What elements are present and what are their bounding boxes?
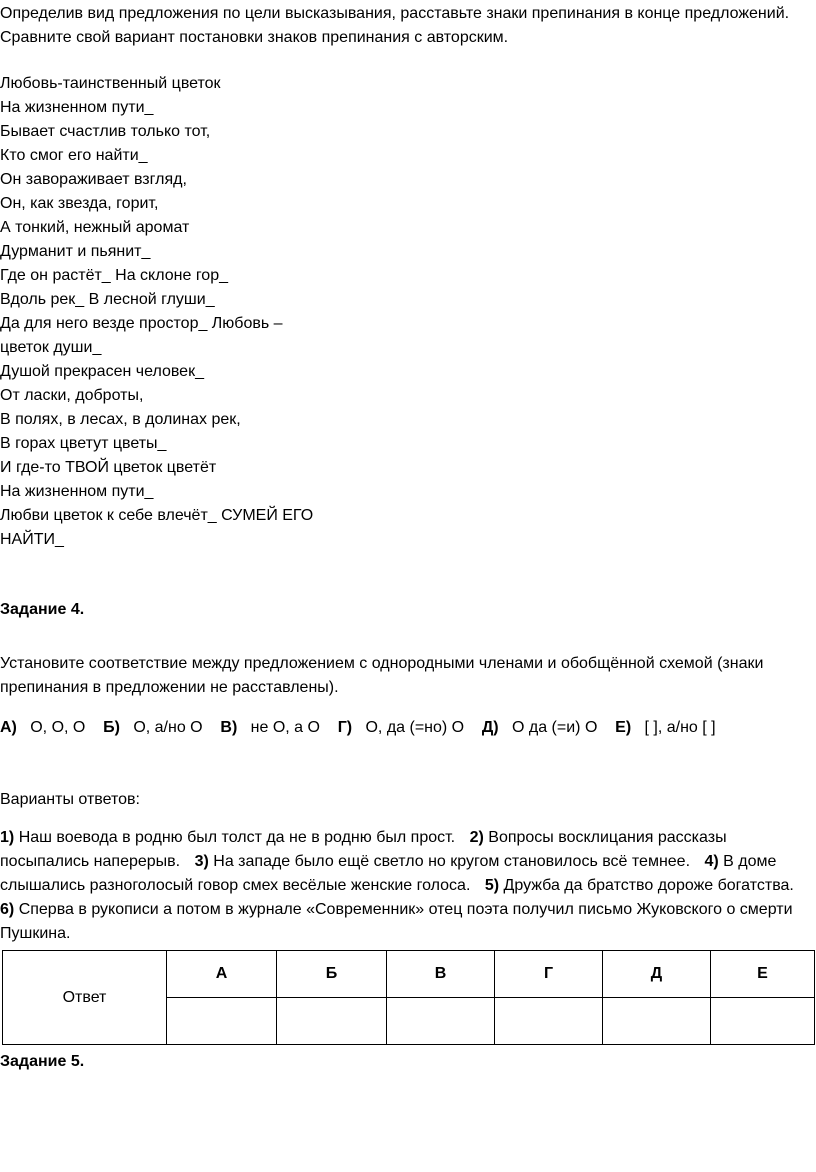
answer-cell[interactable] [167,998,277,1045]
answer-number: 2) [469,829,484,846]
table-header-cell: Б [277,951,387,998]
poem [0,72,812,552]
answer-number: 4) [704,853,719,870]
scheme-text: О да (=и) О [511,719,598,736]
poem-line: Вдоль рек_ В лесной глуши_ [0,291,215,308]
answer-cell[interactable] [277,998,387,1045]
scheme-text: не О, а О [250,719,320,736]
poem-line: Кто смог его найти_ [0,147,148,164]
scheme-text: О, а/но О [133,719,203,736]
answer-row-label: Ответ [3,951,167,1045]
poem-line: На жизненном пути_ [0,99,154,116]
scheme-letter: Б) [103,719,120,736]
task4-heading: Задание 4. [0,601,85,618]
answer-text: Наш воевода в родню был толст да не в родню был прост. [18,829,456,846]
answer-number: 6) [0,901,15,918]
poem-line: Он завораживает взгляд, [0,171,187,188]
answer-options [0,826,812,946]
answer-number: 3) [194,853,209,870]
scheme-letter: В) [220,719,238,736]
answer-cell[interactable] [603,998,711,1045]
answer-text: Дружба да братство дороже богатства. [503,877,794,894]
scheme-text: О, О, О [30,719,86,736]
poem-line: Душой прекрасен человек_ [0,363,204,380]
scheme-list [0,716,812,740]
answer-number: 5) [484,877,500,894]
answer-cell[interactable] [387,998,495,1045]
answer-text: Вопросы восклицания рассказы посыпались наперерыв. [0,829,727,870]
poem-line: И где-то ТВОЙ цветок цветёт [0,459,217,476]
answer-text: На западе было ещё светло но кругом становилось всё темнее. [213,853,691,870]
table-header-cell: А [167,951,277,998]
poem-line: Где он растёт_ На склоне гор_ [0,267,228,284]
poem-line: На жизненном пути_ [0,483,154,500]
table-header-cell: В [387,951,495,998]
scheme-letter: А) [0,719,17,736]
task5-heading: Задание 5. [0,1053,85,1070]
poem-line: Любовь-таинственный цветок [0,75,221,92]
answer-number: 1) [0,829,15,846]
answer-cell[interactable] [495,998,603,1045]
poem-line: В полях, в лесах, в долинах рек, [0,411,241,428]
scheme-text: О, да (=но) О [365,719,465,736]
answer-text: Сперва в рукописи а потом в журнале «Современник» отец поэта получил письмо Жуковского о смерти Пушкина. [0,901,793,942]
poem-line: В горах цветут цветы_ [0,435,167,452]
answer-table [2,950,815,1045]
poem-line: Любви цветок к себе влечёт_ СУМЕЙ ЕГО [0,507,314,524]
table-row [3,951,815,998]
intro-paragraph: Определив вид предложения по цели высказывания, расставьте знаки препинания в конце предложений. Сравните свой вариант постановки знаков препинания с авторским. [0,5,790,46]
variants-label: Варианты ответов: [0,791,140,808]
poem-line: Он, как звезда, горит, [0,195,159,212]
table-header-cell: Г [495,951,603,998]
answer-cell[interactable] [711,998,815,1045]
poem-line: цветок души_ [0,339,102,356]
poem-line: НАЙТИ_ [0,531,64,548]
scheme-letter: Г) [337,719,353,736]
poem-line: Бывает счастлив только тот, [0,123,211,140]
table-header-cell: Е [711,951,815,998]
scheme-letter: Е) [615,719,632,736]
task4-description: Установите соответствие между предложением с однородными членами и обобщённой схемой (знаки препинания в предложении не расставлены). [0,655,764,696]
poem-line: Дурманит и пьянит_ [0,243,151,260]
poem-line: А тонкий, нежный аромат [0,219,190,236]
table-header-cell: Д [603,951,711,998]
poem-line: Да для него везде простор_ Любовь – [0,315,283,332]
scheme-text: [ ], а/но [ ] [644,719,716,736]
scheme-letter: Д) [481,719,499,736]
poem-line: От ласки, доброты, [0,387,144,404]
answer-text: В доме слышались разноголосый говор смех весёлые женские голоса. [0,853,777,894]
